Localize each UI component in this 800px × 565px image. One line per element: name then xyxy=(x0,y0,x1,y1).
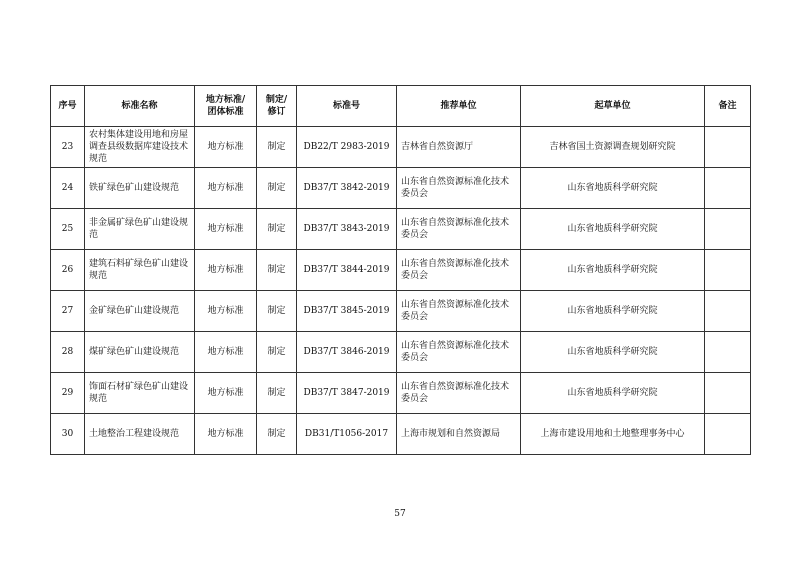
cell-type: 制定 xyxy=(257,168,297,209)
cell-type: 制定 xyxy=(257,332,297,373)
cell-drafter: 山东省地质科学研究院 xyxy=(521,373,705,414)
header-recommender: 推荐单位 xyxy=(397,86,521,127)
cell-note xyxy=(705,373,751,414)
cell-name: 煤矿绿色矿山建设规范 xyxy=(85,332,195,373)
cell-name: 铁矿绿色矿山建设规范 xyxy=(85,168,195,209)
cell-drafter: 吉林省国土资源调查规划研究院 xyxy=(521,127,705,168)
cell-note xyxy=(705,168,751,209)
cell-level: 地方标准 xyxy=(195,127,257,168)
page-number: 57 xyxy=(394,509,406,519)
cell-code: DB37/T 3847-2019 xyxy=(297,373,397,414)
cell-seq: 23 xyxy=(51,127,85,168)
cell-note xyxy=(705,332,751,373)
header-code: 标准号 xyxy=(297,86,397,127)
cell-note xyxy=(705,414,751,455)
table-row xyxy=(51,168,751,209)
cell-note xyxy=(705,250,751,291)
cell-code: DB37/T 3846-2019 xyxy=(297,332,397,373)
table-row xyxy=(51,209,751,250)
cell-recommender: 山东省自然资源标准化技术委员会 xyxy=(397,209,521,250)
cell-type: 制定 xyxy=(257,250,297,291)
cell-seq: 27 xyxy=(51,291,85,332)
cell-recommender: 山东省自然资源标准化技术委员会 xyxy=(397,332,521,373)
cell-note xyxy=(705,127,751,168)
cell-seq: 30 xyxy=(51,414,85,455)
cell-level: 地方标准 xyxy=(195,291,257,332)
header-level: 地方标准/ 团体标准 xyxy=(195,86,257,127)
cell-name: 金矿绿色矿山建设规范 xyxy=(85,291,195,332)
cell-type: 制定 xyxy=(257,291,297,332)
cell-type: 制定 xyxy=(257,127,297,168)
cell-type: 制定 xyxy=(257,209,297,250)
table-row xyxy=(51,127,751,168)
header-drafter: 起草单位 xyxy=(521,86,705,127)
cell-code: DB22/T 2983-2019 xyxy=(297,127,397,168)
cell-recommender: 上海市规划和自然资源局 xyxy=(397,414,521,455)
header-name: 标准名称 xyxy=(85,86,195,127)
cell-level: 地方标准 xyxy=(195,209,257,250)
cell-recommender: 山东省自然资源标准化技术委员会 xyxy=(397,291,521,332)
cell-note xyxy=(705,291,751,332)
cell-seq: 25 xyxy=(51,209,85,250)
cell-drafter: 山东省地质科学研究院 xyxy=(521,332,705,373)
cell-seq: 24 xyxy=(51,168,85,209)
table-row xyxy=(51,373,751,414)
table-row xyxy=(51,250,751,291)
cell-recommender: 山东省自然资源标准化技术委员会 xyxy=(397,373,521,414)
header-seq: 序号 xyxy=(51,86,85,127)
cell-recommender: 山东省自然资源标准化技术委员会 xyxy=(397,250,521,291)
cell-seq: 28 xyxy=(51,332,85,373)
header-type: 制定/ 修订 xyxy=(257,86,297,127)
table-header-row xyxy=(51,86,751,127)
cell-recommender: 吉林省自然资源厅 xyxy=(397,127,521,168)
cell-level: 地方标准 xyxy=(195,332,257,373)
cell-note xyxy=(705,209,751,250)
cell-name: 土地整治工程建设规范 xyxy=(85,414,195,455)
cell-level: 地方标准 xyxy=(195,250,257,291)
cell-seq: 26 xyxy=(51,250,85,291)
table-row xyxy=(51,332,751,373)
cell-level: 地方标准 xyxy=(195,373,257,414)
cell-code: DB37/T 3842-2019 xyxy=(297,168,397,209)
standards-table xyxy=(50,85,751,455)
cell-level: 地方标准 xyxy=(195,168,257,209)
cell-type: 制定 xyxy=(257,414,297,455)
cell-drafter: 山东省地质科学研究院 xyxy=(521,291,705,332)
table-row xyxy=(51,291,751,332)
cell-code: DB37/T 3844-2019 xyxy=(297,250,397,291)
cell-drafter: 山东省地质科学研究院 xyxy=(521,168,705,209)
cell-code: DB31/T1056-2017 xyxy=(297,414,397,455)
cell-drafter: 山东省地质科学研究院 xyxy=(521,209,705,250)
cell-seq: 29 xyxy=(51,373,85,414)
cell-name: 饰面石材矿绿色矿山建设规范 xyxy=(85,373,195,414)
cell-code: DB37/T 3843-2019 xyxy=(297,209,397,250)
cell-drafter: 上海市建设用地和土地整理事务中心 xyxy=(521,414,705,455)
cell-name: 建筑石料矿绿色矿山建设规范 xyxy=(85,250,195,291)
cell-drafter: 山东省地质科学研究院 xyxy=(521,250,705,291)
cell-name: 非金属矿绿色矿山建设规范 xyxy=(85,209,195,250)
cell-code: DB37/T 3845-2019 xyxy=(297,291,397,332)
cell-level: 地方标准 xyxy=(195,414,257,455)
cell-name: 农村集体建设用地和房屋调查县级数据库建设技术规范 xyxy=(85,127,195,168)
cell-recommender: 山东省自然资源标准化技术委员会 xyxy=(397,168,521,209)
cell-type: 制定 xyxy=(257,373,297,414)
header-note: 备注 xyxy=(705,86,751,127)
table-row xyxy=(51,414,751,455)
